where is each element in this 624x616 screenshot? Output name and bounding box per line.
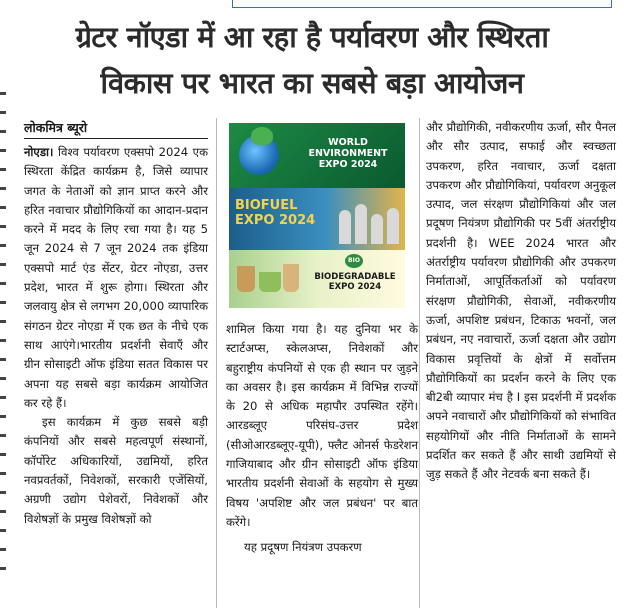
biodegradable-expo-panel: [229, 250, 405, 308]
dateline: नोएडा।: [24, 145, 54, 159]
world-environment-expo-panel: [229, 123, 405, 188]
headline-line-1: ग्रेटर नॉएडा में आ रहा है पर्यावरण और स्थिरता: [75, 20, 549, 54]
tree-icon: [251, 127, 273, 145]
silo-icon: [355, 204, 367, 244]
world-environment-expo-title: WORLD ENVIRONMENT EXPO 2024: [308, 137, 388, 170]
paragraph-1-text: विश्व पर्यावरण एक्सपो 2024 एक स्थिरता केंद्रित कार्यक्रम है, जिसे व्यापार जगत के नेताओं को ज्ञान प्राप्त करने और हरित नवाचार प्रौद्योगिकियों का आदान-प्रदान करने में मदद के लिए रचा गया है। यह 5 जून 2024 से 7 जून 2024 तक इंडिया एक्सपो मार्ट एंड सेंटर, ग्रेटर नोएडा, उत्तर प्रदेश, भारत में शुरू होगा। स्थिरता और जलवायु क्षेत्र से लगभग 20,000 व्यापारिक संगठन ग्रेटर नोएडा में एक छत के नीचे एक साथ आएंगे।भारतीय प्रदर्शनी सेवाएँ और ग्रीन सोसाइटी ऑफ इंडिया सतत विकास पर अपना यह सबसे बड़ा कार्यक्रम आयोजित कर रहे हैं।: [24, 145, 208, 410]
byline: लोकमित्र ब्यूरो: [24, 118, 208, 139]
cup-icon: [283, 264, 299, 292]
headline-line-2: विकास पर भारत का सबसे बड़ा आयोजन: [100, 66, 524, 100]
bio-logo: BIO: [345, 254, 363, 268]
paragraph-4: यह प्रदूषण नियंत्रण उपकरण: [244, 540, 362, 555]
silo-icon: [339, 210, 351, 244]
paragraph-1: [24, 143, 208, 413]
biofuel-expo-panel: [229, 188, 405, 250]
expo-photo-collage: [229, 123, 405, 308]
column-divider: [419, 118, 420, 608]
biodegradable-expo-title: BIODEGRADABLE EXPO 2024: [314, 272, 396, 292]
silo-icon: [387, 208, 399, 244]
article-column-1: [24, 118, 208, 529]
paragraph-2: इस कार्यक्रम में कुछ सबसे बड़ी कंपनियों और सबसे महत्वपूर्ण संस्थानों, कॉर्पोरेट अधिकारियों, उद्यमियों, हरित नवप्रवर्तकों, निवेशकों, सरकारी एजेंसियों, अग्रणी उद्योग पेशेवरों, निवेशकों और विशेषज्ञों के प्रमुख विशेषज्ञों को: [24, 415, 208, 526]
biofuel-expo-title: BIOFUEL EXPO 2024: [235, 198, 316, 228]
cup-icon: [237, 266, 255, 292]
headline: [0, 14, 624, 106]
column-divider: [216, 118, 217, 608]
bowl-icon: [259, 272, 281, 292]
article-column-3: [426, 118, 616, 485]
paragraph-3: शामिल किया गया है। यह दुनिया भर के स्टार्टअप्स, स्केलअप्स, निवेशकों और बहुराष्ट्रीय कंपनियों से एक ही स्थान पर जुड़ने का अवसर है। इस कार्यक्रम में विभिन्न राज्यों के 20 से अधिक महापौर उपस्थित रहेंगे। आरडब्लूए परिसंघ-उत्तर प्रदेश (सीओआरडब्लूए-यूपी), फ्लैट ओनर्स फेडरेशन गाजियाबाद और ग्रीन सोसाइटी ऑफ इंडिया भारतीय प्रदर्शनी सेवाओं के सहयोग से मुख्य विषय 'अपशिष्ट और जल प्रबंधन' पर बात करेंगे।: [226, 322, 418, 529]
top-border-box: [232, 0, 612, 8]
paragraph-5: और प्रौद्योगिकी, नवीकरणीय ऊर्जा, सौर पैनल और सौर उत्पाद, सफाई और स्वच्छता उपकरण, हरित नवाचार, ऊर्जा दक्षता उपकरण और प्रौद्योगिकियां, पर्यावरण अनुकूल उत्पाद, जल संरक्षण प्रौद्योगिकियां और जल प्रदूषण नियंत्रण प्रौद्योगिकी पर 5वीं अंतर्राष्ट्रीय प्रदर्शनी है। WEE 2024 भारत और अंतर्राष्ट्रीय पर्यावरण प्रौद्योगिकी और उपकरण निर्माताओं, आपूर्तिकर्ताओं को पर्यावरण संरक्षण प्रौद्योगिकी, सेवाओं, नवीकरणीय ऊर्जा, अपशिष्ट प्रबंधन, टिकाऊ भवनों, जल प्रबंधन, नए नवाचारों, ऊर्जा दक्षता और उद्योग विकास प्रवृत्तियों के क्षेत्रों में सर्वोत्तम प्रौद्योगिकियों का प्रदर्शन करने के लिए एक बी2बी व्यापार मंच है I इस प्रदर्शनी में प्रदर्शक अपने नवाचारों और प्रौद्योगिकियों को संभावित सहयोगियों और नीति निर्माताओं के सामने प्रदर्शित कर सकते हैं और साथी उद्यमियों से जुड़ सकते हैं और नेटवर्क बना सकते हैं।: [426, 120, 616, 482]
article-column-2: [226, 320, 418, 558]
silo-icon: [371, 214, 383, 244]
left-margin-rule: [0, 92, 6, 612]
